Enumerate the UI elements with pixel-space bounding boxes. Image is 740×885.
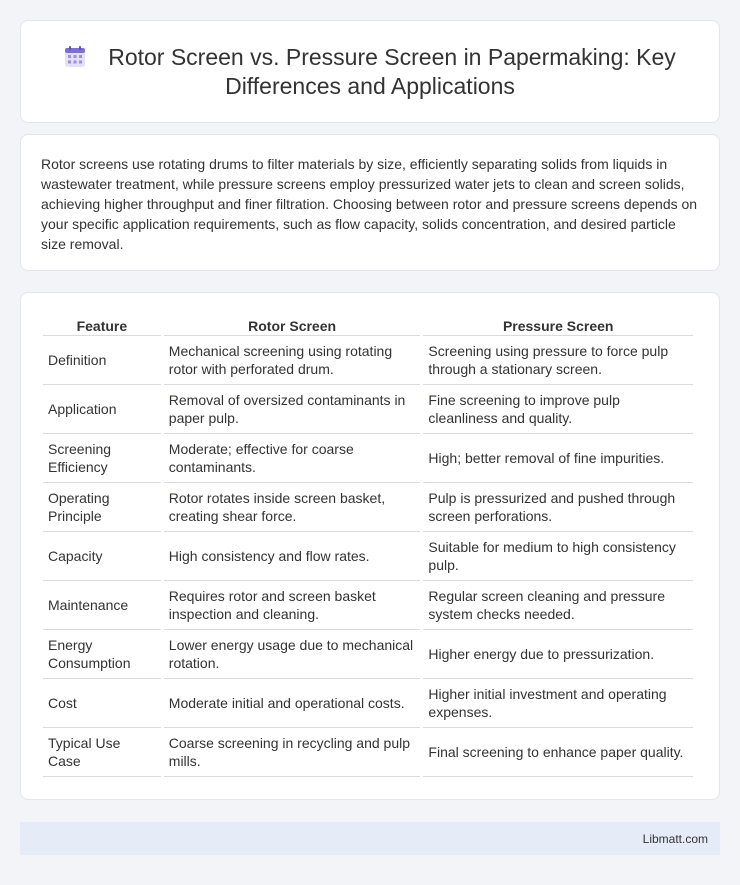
intro-card [20, 134, 720, 271]
title-card [20, 20, 720, 123]
table-row [43, 630, 693, 679]
page-title: Rotor Screen vs. Pressure Screen in Papermaking: Key Differences and Applications [108, 43, 676, 99]
calendar-grid-icon [64, 46, 86, 68]
footer-brand[interactable]: Libmatt.com [642, 831, 708, 846]
table-row [43, 434, 693, 483]
feature-cell: Screening Efficiency [43, 434, 161, 483]
column-header-pressure-screen: Pressure Screen [423, 313, 693, 336]
comparison-table [40, 313, 696, 777]
table-header-row [43, 313, 693, 336]
rotor-cell: Lower energy usage due to mechanical rotation. [164, 630, 421, 679]
feature-cell: Capacity [43, 532, 161, 581]
rotor-cell: Requires rotor and screen basket inspection and cleaning. [164, 581, 421, 630]
pressure-cell: Higher energy due to pressurization. [423, 630, 693, 679]
intro-paragraph: Rotor screens use rotating drums to filter materials by size, efficiently separating solids from liquids in wastewater treatment, while pressure screens employ pressurized water jets to clean and screen solids, achieving higher throughput and finer filtration. Choosing between rotor and pressure screens depends on your specific application requirements, such as flow capacity, solids concentration, and desired particle size removal. [41, 156, 698, 252]
page-title-block [61, 43, 679, 101]
pressure-cell: Fine screening to improve pulp cleanliness and quality. [423, 385, 693, 434]
feature-cell: Energy Consumption [43, 630, 161, 679]
rotor-cell: Moderate; effective for coarse contaminants. [164, 434, 421, 483]
table-row [43, 581, 693, 630]
pressure-cell: Suitable for medium to high consistency pulp. [423, 532, 693, 581]
rotor-cell: Mechanical screening using rotating rotor with perforated drum. [164, 336, 421, 385]
pressure-cell: Final screening to enhance paper quality. [423, 728, 693, 777]
rotor-cell: Removal of oversized contaminants in paper pulp. [164, 385, 421, 434]
comparison-table-card [20, 292, 720, 800]
table-row [43, 728, 693, 777]
pressure-cell: Regular screen cleaning and pressure system checks needed. [423, 581, 693, 630]
pressure-cell: Screening using pressure to force pulp through a stationary screen. [423, 336, 693, 385]
table-row [43, 532, 693, 581]
feature-cell: Application [43, 385, 161, 434]
feature-cell: Definition [43, 336, 161, 385]
table-row [43, 385, 693, 434]
feature-cell: Operating Principle [43, 483, 161, 532]
pressure-cell: High; better removal of fine impurities. [423, 434, 693, 483]
pressure-cell: Pulp is pressurized and pushed through screen perforations. [423, 483, 693, 532]
table-row [43, 336, 693, 385]
rotor-cell: Rotor rotates inside screen basket, creating shear force. [164, 483, 421, 532]
column-header-feature: Feature [43, 313, 161, 336]
rotor-cell: Moderate initial and operational costs. [164, 679, 421, 728]
feature-cell: Cost [43, 679, 161, 728]
rotor-cell: Coarse screening in recycling and pulp mills. [164, 728, 421, 777]
feature-cell: Typical Use Case [43, 728, 161, 777]
table-row [43, 483, 693, 532]
footer-bar [20, 822, 720, 855]
table-row [43, 679, 693, 728]
feature-cell: Maintenance [43, 581, 161, 630]
column-header-rotor-screen: Rotor Screen [164, 313, 421, 336]
pressure-cell: Higher initial investment and operating expenses. [423, 679, 693, 728]
rotor-cell: High consistency and flow rates. [164, 532, 421, 581]
